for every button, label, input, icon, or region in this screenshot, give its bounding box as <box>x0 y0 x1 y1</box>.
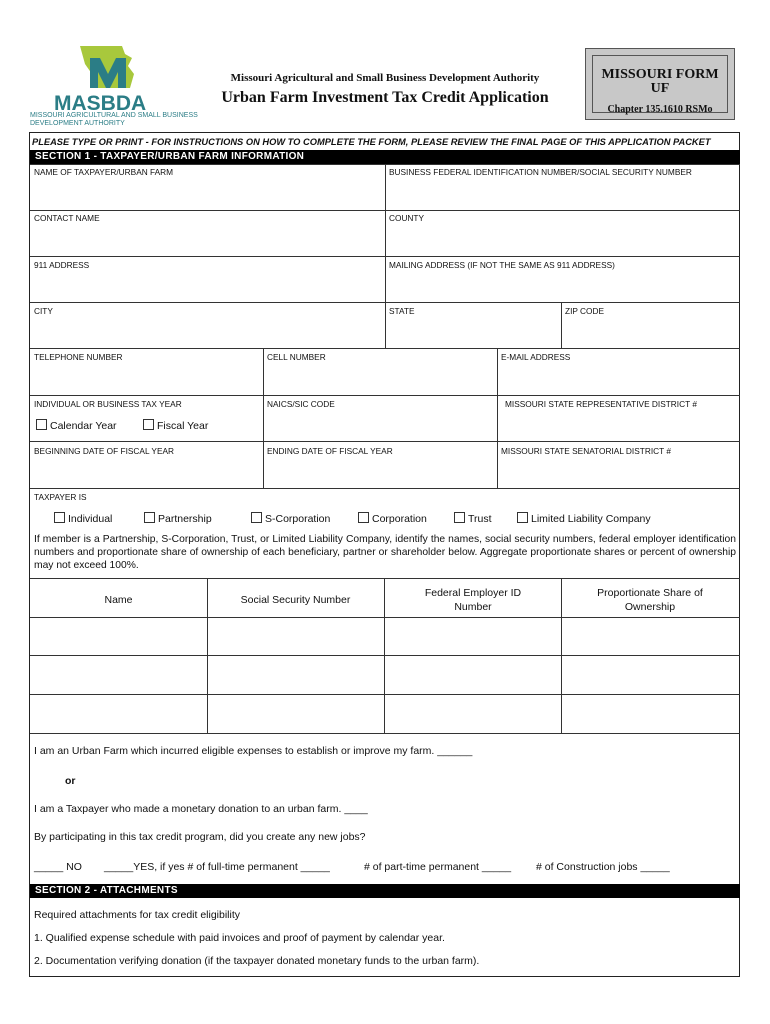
begin-date-label: BEGINNING DATE OF FISCAL YEAR <box>34 446 174 456</box>
or-text: or <box>65 775 76 787</box>
checkbox[interactable] <box>144 512 155 523</box>
type-llc[interactable] <box>517 512 651 525</box>
type-label: S-Corporation <box>265 513 331 525</box>
type-label: Corporation <box>372 513 427 525</box>
taxpayer-name-label: NAME OF TAXPAYER/URBAN FARM <box>34 167 174 177</box>
attachments-intro: Required attachments for tax credit eligibility <box>34 909 241 921</box>
type-label: Partnership <box>158 513 212 525</box>
col-fein: Federal Employer ID Number <box>424 587 522 613</box>
type-individual[interactable] <box>54 512 112 525</box>
type-partnership[interactable] <box>144 512 212 525</box>
end-date-label: ENDING DATE OF FISCAL YEAR <box>267 446 393 456</box>
divider <box>30 578 740 579</box>
col-ssn: Social Security Number <box>240 594 351 606</box>
donation-statement: I am a Taxpayer who made a monetary donation to an urban farm. ____ <box>34 803 368 815</box>
jobs-yes-fulltime: _____YES, if yes # of full-time permanent _____ <box>104 861 330 873</box>
tax-year-label: INDIVIDUAL OR BUSINESS TAX YEAR <box>34 399 182 409</box>
form-chapter: Chapter 135.1610 RSMo <box>607 104 713 115</box>
checkbox[interactable] <box>54 512 65 523</box>
email-label: E-MAIL ADDRESS <box>501 352 571 362</box>
form-title: Urban Farm Investment Tax Credit Application <box>221 89 549 106</box>
col-name: Name <box>104 594 133 606</box>
fein-label: BUSINESS FEDERAL IDENTIFICATION NUMBER/SOCIAL SECURITY NUMBER <box>389 167 692 177</box>
rep-district-label: MISSOURI STATE REPRESENTATIVE DISTRICT # <box>505 399 697 409</box>
telephone-label: TELEPHONE NUMBER <box>34 352 123 362</box>
type-label: Limited Liability Company <box>531 513 651 525</box>
fiscal-year-option[interactable] <box>143 419 208 432</box>
jobs-parttime: # of part-time permanent _____ <box>364 861 512 873</box>
form-number: MISSOURI FORM UF <box>601 67 719 96</box>
address-label: 911 ADDRESS <box>34 260 90 270</box>
jobs-question: By participating in this tax credit program, did you create any new jobs? <box>34 831 366 843</box>
calendar-year-checkbox[interactable] <box>36 419 47 430</box>
divider <box>30 488 740 489</box>
city-label: CITY <box>34 306 53 316</box>
senate-district-label: MISSOURI STATE SENATORIAL DISTRICT # <box>501 446 671 456</box>
logo-subtitle: MISSOURI AGRICULTURAL AND SMALL BUSINESS DEVELOPMENT AUTHORITY <box>30 112 198 127</box>
county-label: COUNTY <box>389 213 425 223</box>
attachment-item-2: 2. Documentation verifying donation (if the taxpayer donated monetary funds to the urban farm). <box>34 955 480 967</box>
divider <box>30 441 740 442</box>
divider <box>561 578 562 733</box>
naics-label: NAICS/SIC CODE <box>267 399 335 409</box>
authority-name: Missouri Agricultural and Small Business Development Authority <box>230 72 540 84</box>
checkbox[interactable] <box>251 512 262 523</box>
cell-label: CELL NUMBER <box>267 352 326 362</box>
svg-text:MASBDA: MASBDA <box>54 92 147 115</box>
divider <box>30 655 740 656</box>
checkbox[interactable] <box>454 512 465 523</box>
jobs-construction: # of Construction jobs _____ <box>536 861 670 873</box>
calendar-year-option[interactable] <box>36 419 117 432</box>
state-label: STATE <box>389 306 415 316</box>
checkbox[interactable] <box>517 512 528 523</box>
fiscal-year-label: Fiscal Year <box>157 420 209 432</box>
attachment-item-1: 1. Qualified expense schedule with paid invoices and proof of payment by calendar year. <box>34 932 445 944</box>
divider <box>263 348 264 488</box>
form-id-box <box>585 48 735 120</box>
divider <box>384 578 385 733</box>
instructions-line: PLEASE TYPE OR PRINT - FOR INSTRUCTIONS ON HOW TO COMPLETE THE FORM, PLEASE REVIEW THE FINAL PAGE OF THIS APPLICATION PACKET <box>32 137 711 147</box>
divider <box>561 302 562 348</box>
member-note: If member is a Partnership, S-Corporation, Trust, or Limited Liability Company, identify the names, social security numbers, federal employer identification numbers and proportionate share of ownership of each beneficiary, partner or shareholder below. Aggregate proportionate shares or percent of ownership may not exceed 100%. <box>34 534 736 571</box>
section1-header: SECTION 1 - TAXPAYER/URBAN FARM INFORMATION <box>30 150 740 164</box>
checkbox[interactable] <box>358 512 369 523</box>
type-label: Individual <box>68 513 113 525</box>
divider <box>30 617 740 618</box>
type-corporation[interactable] <box>358 512 427 525</box>
type-trust[interactable] <box>454 512 492 525</box>
type-label: Trust <box>468 513 492 525</box>
divider <box>385 164 386 348</box>
divider <box>30 733 740 734</box>
jobs-no: _____ NO <box>34 861 82 873</box>
divider <box>30 694 740 695</box>
taxpayer-is-label: TAXPAYER IS <box>34 492 87 502</box>
divider <box>30 395 740 396</box>
fiscal-year-checkbox[interactable] <box>143 419 154 430</box>
section2-header: SECTION 2 - ATTACHMENTS <box>30 884 740 898</box>
contact-name-label: CONTACT NAME <box>34 213 100 223</box>
urban-farm-statement: I am an Urban Farm which incurred eligible expenses to establish or improve my farm. ______ <box>34 745 473 757</box>
divider <box>497 348 498 488</box>
col-share: Proportionate Share of Ownership <box>597 587 703 613</box>
calendar-year-label: Calendar Year <box>50 420 117 432</box>
zip-label: ZIP CODE <box>565 306 605 316</box>
mailing-address-label: MAILING ADDRESS (IF NOT THE SAME AS 911 ADDRESS) <box>389 260 615 270</box>
divider <box>30 348 740 349</box>
type-s-corporation[interactable] <box>251 512 330 525</box>
